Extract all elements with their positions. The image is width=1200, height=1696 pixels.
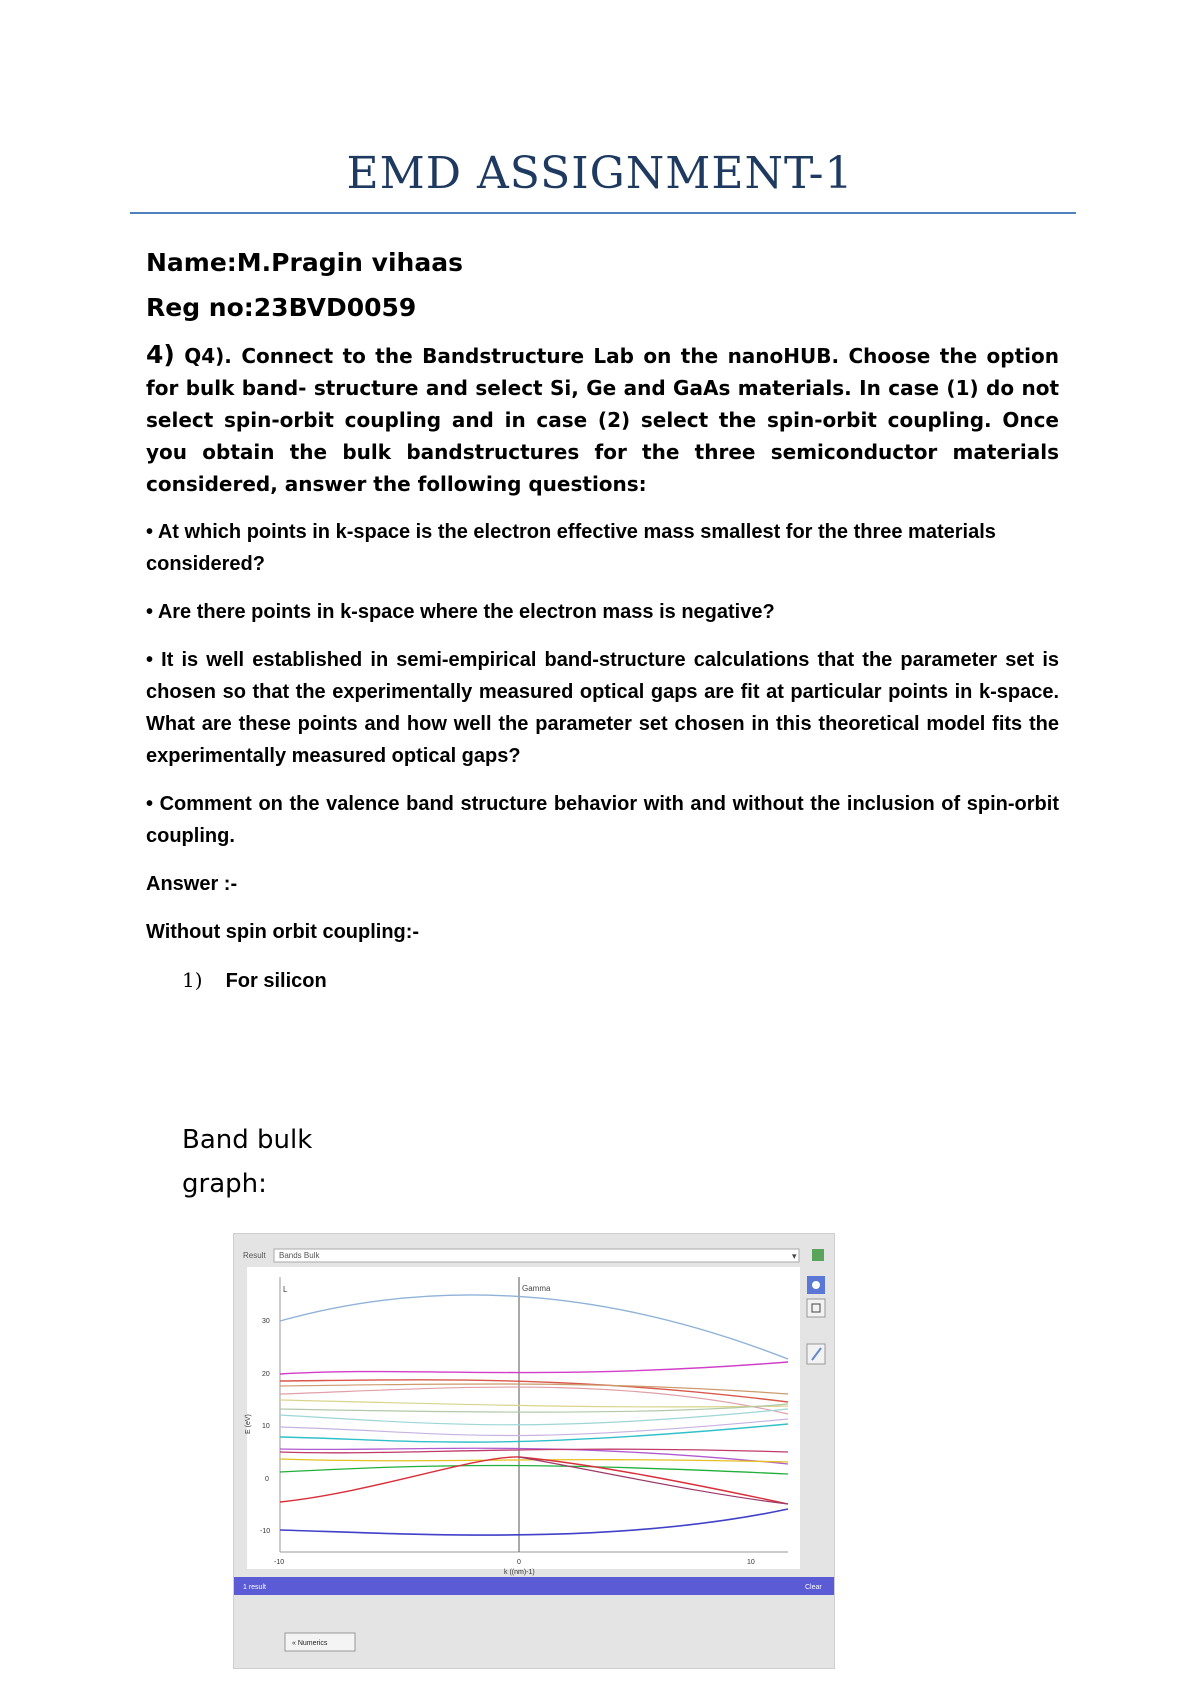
- student-name: Name:M.Pragin vihaas: [146, 248, 463, 277]
- result-label: Result: [243, 1251, 266, 1260]
- y-axis-label: E (eV): [245, 1414, 252, 1434]
- document-body: [146, 246, 1059, 997]
- x-tick-label: -10: [274, 1559, 285, 1566]
- section-label: Without spin orbit coupling:-: [146, 921, 420, 943]
- question-bullet-1: • At which points in k-space is the electron effective mass smallest for the three materials considered?: [146, 521, 996, 575]
- status-result-count: 1 result: [243, 1584, 266, 1591]
- x-axis-label: k ((nm)-1): [504, 1569, 535, 1576]
- screenshot-icon[interactable]: [807, 1299, 825, 1317]
- x-tick-label: 0: [517, 1559, 521, 1566]
- question-bullet-2: • Are there points in k-space where the electron mass is negative?: [146, 601, 775, 623]
- clear-link[interactable]: Clear: [805, 1584, 822, 1591]
- result-select[interactable]: [274, 1249, 799, 1262]
- question-bullet-4: • Comment on the valence band structure behavior with and without the inclusion of spin-orbit coupling.: [146, 793, 1059, 847]
- point-label-l: L: [283, 1285, 288, 1294]
- download-icon[interactable]: [812, 1249, 824, 1261]
- list-item-silicon: [146, 964, 1059, 997]
- result-select-value: Bands Bulk: [279, 1251, 320, 1260]
- y-tick-label: 10: [262, 1423, 270, 1430]
- list-item-text: For silicon: [225, 970, 327, 992]
- question-text: [146, 339, 1059, 500]
- point-label-gamma: Gamma: [522, 1284, 551, 1293]
- registration-number: Reg no:23BVD0059: [146, 293, 417, 322]
- x-tick-label: 10: [747, 1559, 755, 1566]
- graph-label: Band bulk graph:: [182, 1125, 313, 1199]
- question-body: Q4). Connect to the Bandstructure Lab on the nanoHUB. Choose the option for bulk band- structure and select Si, Ge and GaAs materials. In case (1) do not select spin-orbit coupling and in case (2) select the spin-orbit coupling. Once you obtain the bulk bandstructures for the three semiconductor materials considered, answer the following questions:: [146, 344, 1060, 496]
- list-item-number: 1): [182, 968, 203, 992]
- y-tick-label: 20: [262, 1371, 270, 1378]
- band-structure-screenshot: [233, 1233, 835, 1669]
- status-bar: [234, 1577, 834, 1595]
- nanohub-band-plot: [234, 1234, 834, 1668]
- question-number: 4): [146, 340, 175, 369]
- question-bullet-3: • It is well established in semi-empirical band-structure calculations that the parameter set is chosen so that the experimentally measured optical gaps are fit at particular points in k-space. What are these points and how well the parameter set chosen in this theoretical model fits the experimentally measured optical gaps?: [146, 649, 1059, 767]
- title-underline: [130, 212, 1076, 214]
- document-title: EMD ASSIGNMENT-1: [346, 148, 854, 199]
- chevron-down-icon: ▾: [792, 1251, 797, 1261]
- y-tick-label: 30: [262, 1318, 270, 1325]
- numerics-button-label: « Numerics: [292, 1640, 328, 1647]
- answer-label: Answer :-: [146, 873, 238, 895]
- y-tick-label: 0: [265, 1476, 269, 1483]
- y-tick-label: -10: [260, 1528, 271, 1535]
